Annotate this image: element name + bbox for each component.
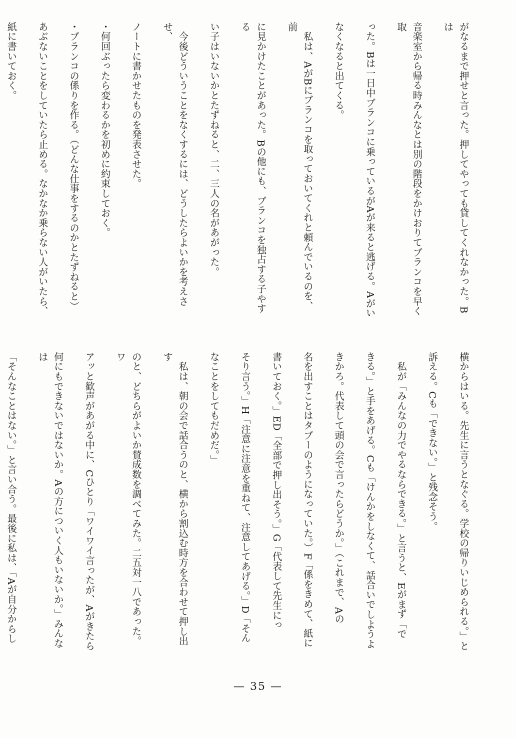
- text-column: きる。」と手をあげる。Cも「けんかをしなくて、話合いでしようよ: [363, 352, 375, 649]
- text-column: ・ブランコの係りを作る。（どんな仕事をするのかとたずねると）: [67, 22, 79, 312]
- text-column: 今後どういうことをなくするには、どうしたらよいかを考えさせ、: [161, 22, 188, 307]
- text-column: のと、どちらがよいか賛成数を調べてみた。二五対一八であった。ワ: [114, 352, 141, 646]
- text-column: 私は、AがBにブランコを取っておいてくれと頼んでいるのを、前: [285, 22, 313, 311]
- text-column: がなるまで押せと言った。押してやっても貸してくれなかった。Bは: [441, 22, 469, 314]
- text-column: 私が「みんなの力でやるならできる。」と言うと、Eがまず「で: [395, 352, 407, 639]
- text-column: 訴える。Cも「できない。」と残念そう。: [426, 352, 438, 532]
- text-column: あぶないことをしていたら止める。なかなか乗らない人がいたら、: [36, 22, 48, 316]
- text-column: きかろ。代表して頭の会で言ったらどうか。」（これまで、Aの: [332, 352, 344, 624]
- text-column: 名を出すことはタブーのようになっていた。）F「係をきめて、紙に: [301, 352, 313, 649]
- text-block-lower: [5, 352, 486, 652]
- text-block-upper: [5, 22, 486, 318]
- text-column: 横からはいる。先生に言うとなぐる。学校の帰りいじめられる。」と: [457, 352, 469, 651]
- text-column: アッと歓声があがる中に、Cひとり「ワイワイ言ったが、Aがきたら: [83, 352, 95, 651]
- text-column: 何にもできないではないか。Aの方についく人もいないか。」みんなは: [36, 352, 63, 649]
- text-column: なくなると出てくる。: [332, 22, 344, 120]
- text-column: ・何回ぶったら変わるかを初めに約束しておく。: [98, 22, 110, 238]
- page-number: — 35 —: [233, 680, 283, 693]
- text-column: い子はいないかとたずねると、二、三人の名があがった。: [207, 22, 219, 277]
- text-column: 音楽室から帰る時みんなとは別の階段をかけおりてブランコを早く取: [395, 22, 422, 316]
- text-column: 「そんなことはない。」と言い合う。最後に私は、「Aが自分からし: [5, 352, 17, 644]
- text-column: 書いておく。」ED「全部で押し出そう。」G「代表して先生にっ: [270, 352, 282, 630]
- text-column: 紙に書いておく。: [5, 22, 17, 101]
- text-column: 私は、朝の会で話合うのと、横から割込む時方を合わせて押し出す: [161, 352, 188, 646]
- text-column: った。Bは一日中ブランコに乗っているがAが来ると逃げる。Aがい: [363, 22, 375, 318]
- text-column: に見かけたことがあった。Bの他にも、ブランコを独占する子やする: [239, 22, 266, 314]
- text-column: なことをしてもだめだ。」: [207, 352, 219, 465]
- text-column: そり言う。」H「注意に注意を重ねて、注意してあげる。」D「そん: [239, 352, 251, 644]
- text-column: ノートに書かせたものを発表させた。: [129, 22, 141, 189]
